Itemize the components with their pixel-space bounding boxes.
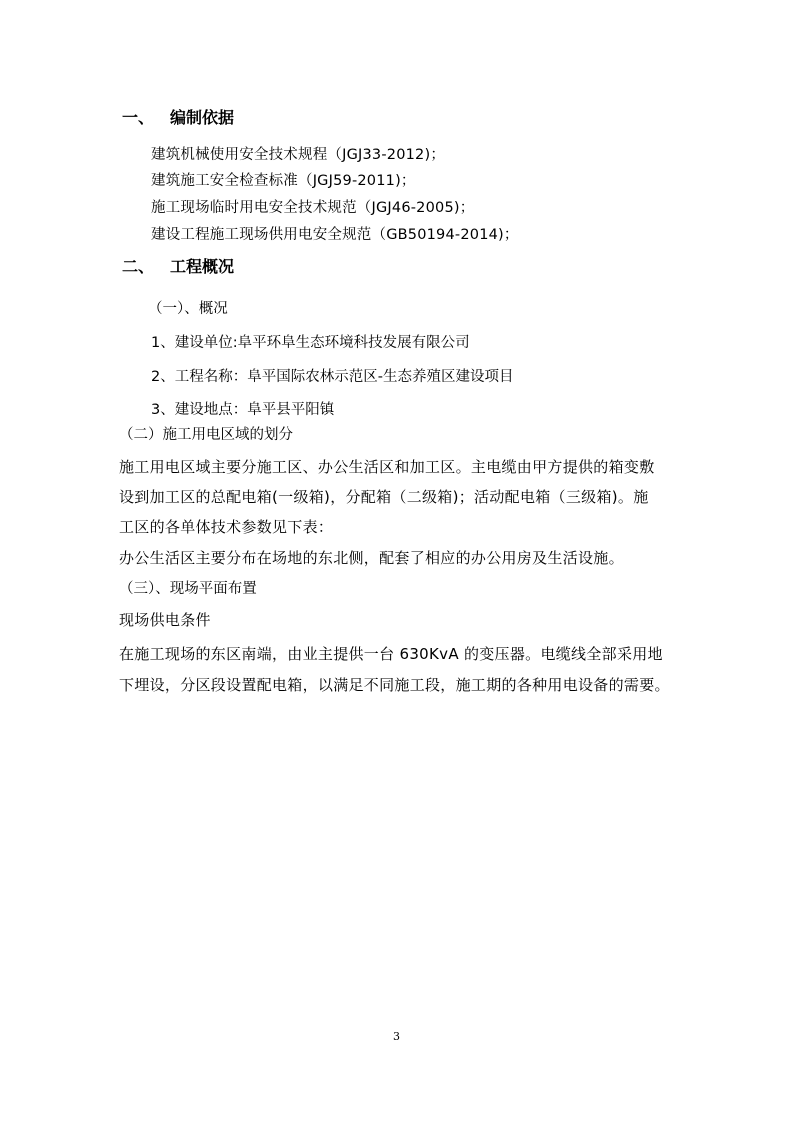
- subsection-2-heading: （二）施工用电区域的划分: [119, 427, 293, 443]
- reference-item: 建设工程施工现场供用电安全规范（GB50194-2014)；: [151, 227, 519, 243]
- reference-item: 建筑机械使用安全技术规程（JGJ33-2012)；: [151, 147, 446, 163]
- paragraph-line: 下埋设，分区段设置配电箱，以满足不同施工段，施工期的各种用电设备的需要。: [119, 676, 670, 694]
- reference-item: 建筑施工安全检查标准（JGJ59-2011)；: [151, 173, 416, 189]
- overview-item: 3、建设地点：阜平县平阳镇: [151, 402, 335, 418]
- reference-item: 施工现场临时用电安全技术规范（JGJ46-2005)；: [151, 200, 475, 216]
- section-2-heading: [122, 259, 234, 275]
- section-2-title: 工程概况: [170, 257, 235, 276]
- paragraph-line: 施工用电区域主要分施工区、办公生活区和加工区。主电缆由甲方提供的箱变敷: [119, 458, 655, 476]
- page-number: 3: [393, 1030, 400, 1043]
- paragraph-line: 办公生活区主要分布在场地的东北侧，配套了相应的办公用房及生活设施。: [119, 549, 624, 567]
- section-2-number: 二、: [122, 257, 155, 276]
- paragraph-line: 设到加工区的总配电箱(一级箱)，分配箱（二级箱)；活动配电箱（三级箱)。施: [119, 488, 649, 506]
- section-1-heading: [122, 110, 234, 126]
- subsection-3-heading: （三）、现场平面布置: [119, 581, 257, 597]
- overview-item: 2、工程名称：阜平国际农林示范区-生态养殖区建设项目: [151, 369, 514, 385]
- subsection-3-subheading: 现场供电条件: [119, 611, 211, 629]
- paragraph-line: 在施工现场的东区南端，由业主提供一台 630KvA 的变压器。电缆线全部采用地: [119, 645, 663, 663]
- subsection-1-heading: （一）、概况: [148, 301, 228, 317]
- section-1-title: 编制依据: [170, 108, 235, 127]
- paragraph-line: 工区的各单体技术参数见下表：: [119, 518, 334, 536]
- overview-item: 1、建设单位:阜平环阜生态环境科技发展有限公司: [151, 335, 470, 351]
- section-1-number: 一、: [122, 108, 155, 127]
